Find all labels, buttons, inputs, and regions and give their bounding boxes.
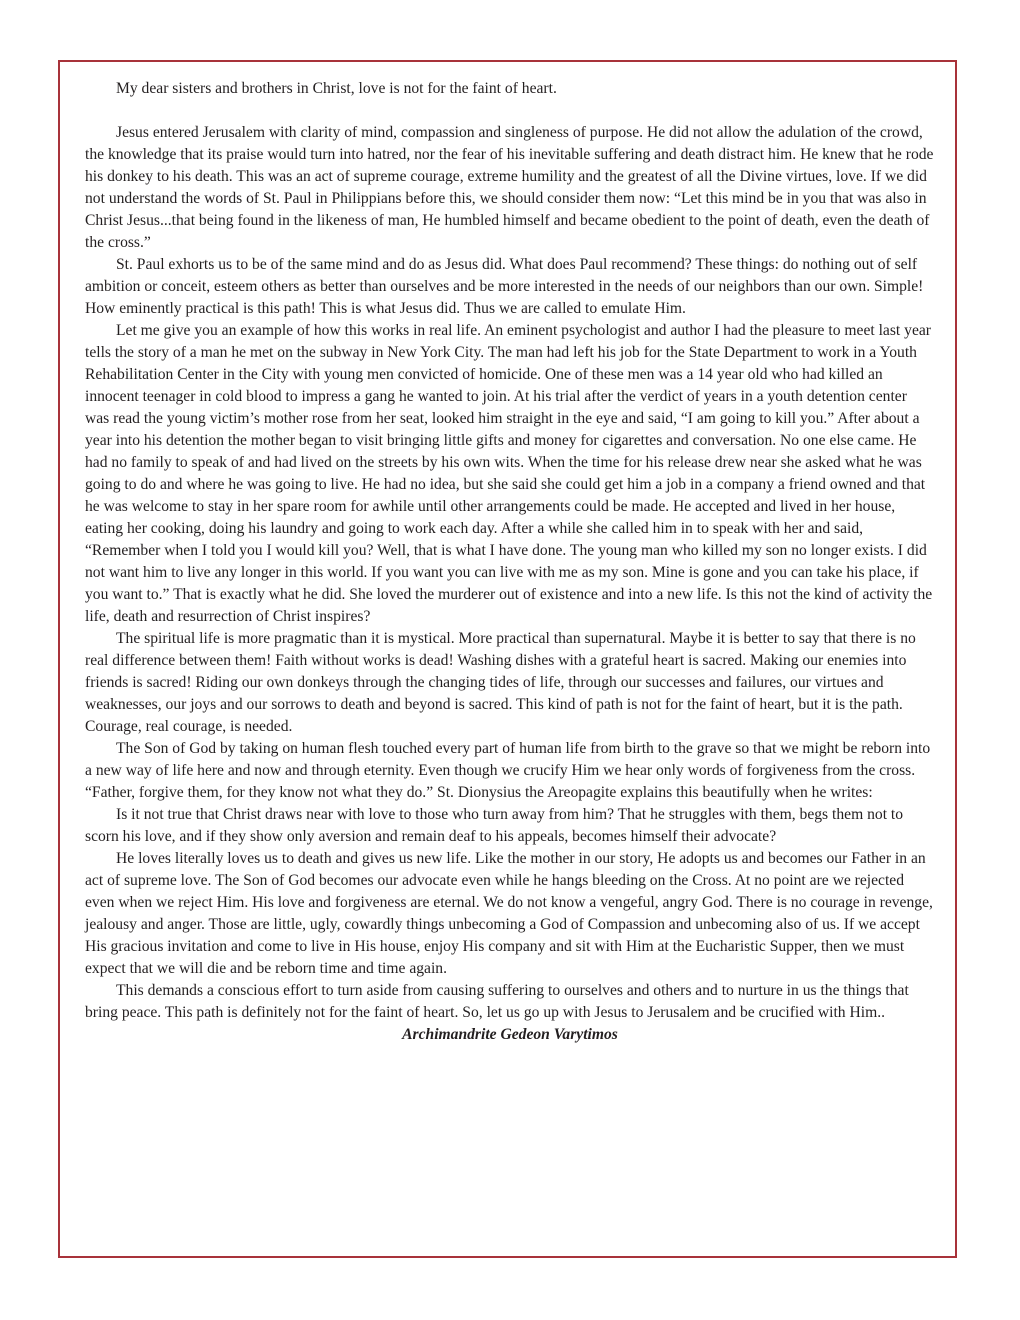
body-paragraph: He loves literally loves us to death and gives us new life. Like the mother in our story, He adopts us and becomes our Father in an act of supreme love. The Son of God becomes our advocate even while he hangs bleeding on the Cross. At no point are we rejected even when we reject Him. His love and forgiveness are eternal. We do not know a vengeful, angry God. There is no courage in revenge, jealousy and anger. Those are little, ugly, cowardly things unbecoming a God of Compassion and unbecoming also of us. If we accept His gracious invitation and come to live in His house, enjoy His company and sit with Him at the Eucharistic Supper, then we must expect that we will die and be reborn time and time again. bbox=[85, 850, 933, 977]
signature: Archimandrite Gedeon Varytimos bbox=[402, 1026, 618, 1043]
quotation-paragraph: Is it not true that Christ draws near with love to those who turn away from him? That he struggles with them, begs them not to scorn his love, and if they show only aversion and remain deaf to his appeals, becomes himself their advocate? bbox=[85, 806, 904, 845]
body-paragraph: The Son of God by taking on human flesh touched every part of human life from birth to the grave so that we might be reborn into a new way of life here and now and through eternity. Even though we crucify Him we hear only words of forgiveness from the cross. “Father, forgive them, for they know not what they do.” St. Dionysius the Areopagite explains this beautifully when he writes: bbox=[85, 740, 931, 801]
body-paragraph: St. Paul exhorts us to be of the same mind and do as Jesus did. What does Paul recommend? These things: do nothing out of self ambition or conceit, esteem others as better than ourselves and be more interested in the needs of our neighbors than our own. Simple! How eminently practical is this path! This is what Jesus did. Thus we are called to emulate Him. bbox=[85, 256, 924, 317]
greeting-paragraph: My dear sisters and brothers in Christ, love is not for the faint of heart. bbox=[116, 80, 557, 97]
body-paragraph: Let me give you an example of how this works in real life. An eminent psychologist and author I had the pleasure to meet last year tells the story of a man he met on the subway in New York City. The man had left his job for the State Department to work in a Youth Rehabilitation Center in the City with young men convicted of homicide. One of these men was a 14 year old who had killed an innocent teenager in cold blood to impress a gang he wanted to join. At his trial after the verdict of years in a youth detention center was read the young victim’s mother rose from her seat, looked him straight in the eye and said, “I am going to kill you.” After about a year into his detention the mother began to visit bringing little gifts and money for cigarettes and conversation. No one else came. He had no family to speak of and had lived on the streets by his own wits. When the time for his release drew near she asked what he was going to do and where he was going to live. He had no idea, but she said she could get him a job in a company a friend owned and that he was welcome to stay in her spare room for awhile until other arrangements could be made. He accepted and lived in her house, eating her cooking, doing his laundry and going to work each day. After a while she called him in to speak with her and said, “Remember when I told you I would kill you? Well, that is what I have done. The young man who killed my son no longer exists. I did not want him to live any longer in this world. If you want you can live with me as my son. Mine is gone and you can take his place, if you want to.” That is exactly what he did. She loved the murderer out of existence and into a new life. Is this not the kind of activity the life, death and resurrection of Christ inspires? bbox=[85, 322, 933, 625]
body-paragraph: This demands a conscious effort to turn aside from causing suffering to ourselves and others and to nurture in us the things that bring peace. This path is definitely not for the faint of heart. So, let us go up with Jesus to Jerusalem and be crucified with Him.. bbox=[85, 982, 909, 1021]
letter-body bbox=[85, 78, 935, 1046]
body-paragraph: The spiritual life is more pragmatic than it is mystical. More practical than supernatural. Maybe it is better to say that there is no real difference between them! Faith without works is dead! Washing dishes with a grateful heart is sacred. Making our enemies into friends is sacred! Riding our own donkeys through the changing tides of life, through our successes and failures, our virtues and weaknesses, our joys and our sorrows to death and beyond is sacred. This kind of path is not for the faint of heart, but it is the path. Courage, real courage, is needed. bbox=[85, 630, 916, 735]
body-paragraph: Jesus entered Jerusalem with clarity of mind, compassion and singleness of purpose. He did not allow the adulation of the crowd, the knowledge that its praise would turn into hatred, nor the fear of his inevitable suffering and death distract him. He knew that he rode his donkey to his death. This was an act of supreme courage, extreme humility and the greatest of all the Divine virtues, love. If we did not understand the words of St. Paul in Philippians before this, we should consider them now: “Let this mind be in you that was also in Christ Jesus...that being found in the likeness of man, He humbled himself and became obedient to the point of death, even the death of the cross.” bbox=[85, 124, 934, 251]
